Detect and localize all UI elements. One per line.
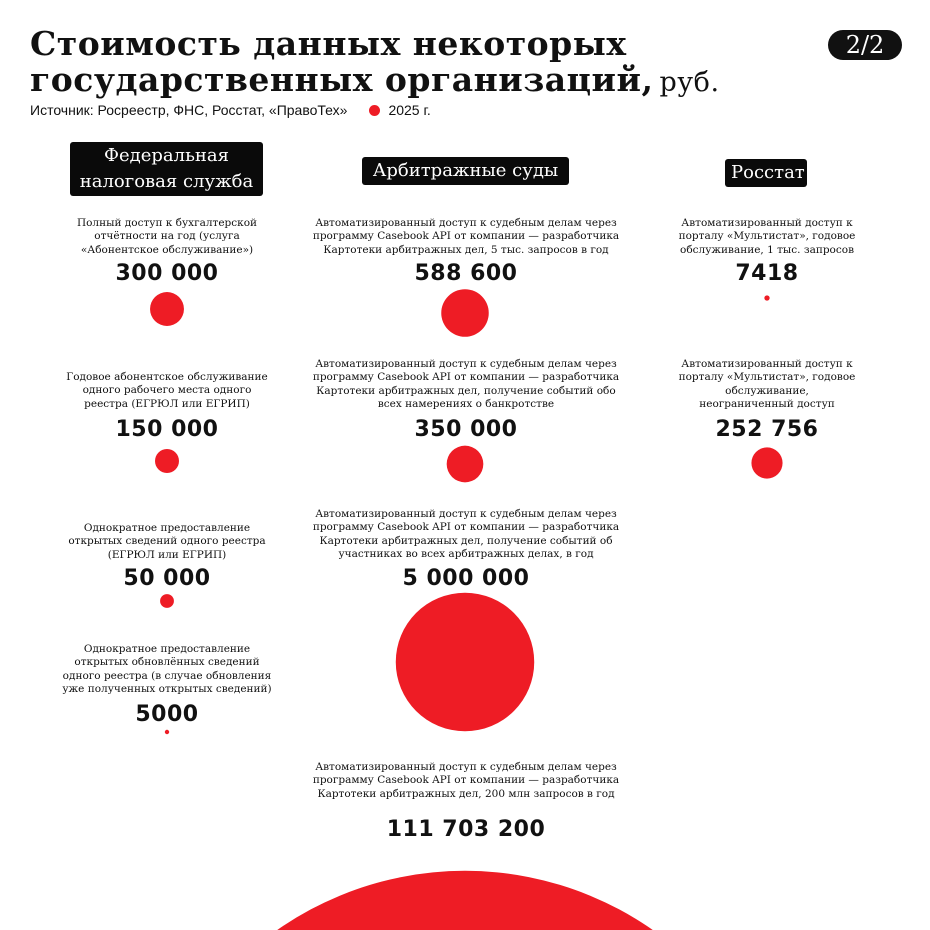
value-bubble [751, 447, 782, 478]
item-value-label: 5000 [135, 702, 199, 727]
value-bubble [165, 730, 169, 734]
item-desc: Полный доступ к бухгалтерской отчётности на год (услуга «Абонентское обслуживание») [76, 217, 258, 256]
chart-title: Стоимость данных некоторых государственных организаций, руб. [30, 24, 720, 99]
item-value-label: 111 703 200 [386, 817, 546, 842]
value-bubble [396, 593, 534, 731]
item-value-label: 252 756 [715, 417, 819, 442]
item-value-label: 7418 [735, 261, 799, 286]
item-desc: Однократное предоставление открытых сведений одного реестра (ЕГРЮЛ или ЕГРИП) [68, 522, 266, 561]
legend-year: 2025 г. [388, 102, 431, 118]
item-value-label: 588 600 [414, 261, 518, 286]
item-desc: Однократное предоставление открытых обновлённых сведений одного реестра (в случае обновления уже полученных открытых сведений) [62, 643, 272, 696]
item-desc: Автоматизированный доступ к судебным делам через программу Casebook API от компании — разработчика Картотеки арбитражных дел, 200 млн запросов в год [312, 761, 620, 800]
item-desc: Автоматизированный доступ к судебным делам через программу Casebook API от компании — разработчика Картотеки арбитражных дел, 5 тыс. запросов в год [312, 217, 620, 256]
source-text: Источник: Росреестр, ФНС, Росстат, «ПравоТех» [30, 102, 348, 118]
item-value-label: 5 000 000 [402, 566, 530, 591]
item-value-label: 150 000 [115, 417, 219, 442]
page-indicator: 2/2 [828, 30, 902, 60]
item-desc: Автоматизированный доступ к порталу «Мультистат», годовое обслуживание, 1 тыс. запросов [678, 217, 856, 256]
item-value-label: 350 000 [414, 417, 518, 442]
value-bubble [150, 292, 184, 326]
value-bubble [764, 295, 769, 300]
value-bubble [441, 289, 489, 337]
value-bubble [155, 449, 179, 473]
item-desc: Автоматизированный доступ к судебным делам через программу Casebook API от компании — разработчика Картотеки арбитражных дел, получение событий об участниках во всех арбитражных делах, в год [312, 508, 620, 561]
item-value-label: 300 000 [115, 261, 219, 286]
group-label-rosstat: Росстат [725, 159, 807, 187]
item-value-label: 50 000 [123, 566, 211, 591]
value-bubble [160, 594, 174, 608]
unit-label: руб. [659, 67, 720, 98]
group-label-arbitration: Арбитражные суды [362, 157, 569, 185]
group-label-fns: Федеральная налоговая служба [70, 142, 263, 196]
value-bubble [138, 871, 792, 930]
value-bubble [447, 446, 484, 483]
item-desc: Автоматизированный доступ к судебным делам через программу Casebook API от компании — разработчика Картотеки арбитражных дел, получение событий обо всех намерениях о банкротстве [312, 358, 620, 411]
item-desc: Годовое абонентское обслуживание одного рабочего места одного реестра (ЕГРЮЛ или ЕГРИП) [66, 371, 268, 410]
item-desc: Автоматизированный доступ к порталу «Мультистат», годовое обслуживание, неограниченный доступ [678, 358, 856, 411]
